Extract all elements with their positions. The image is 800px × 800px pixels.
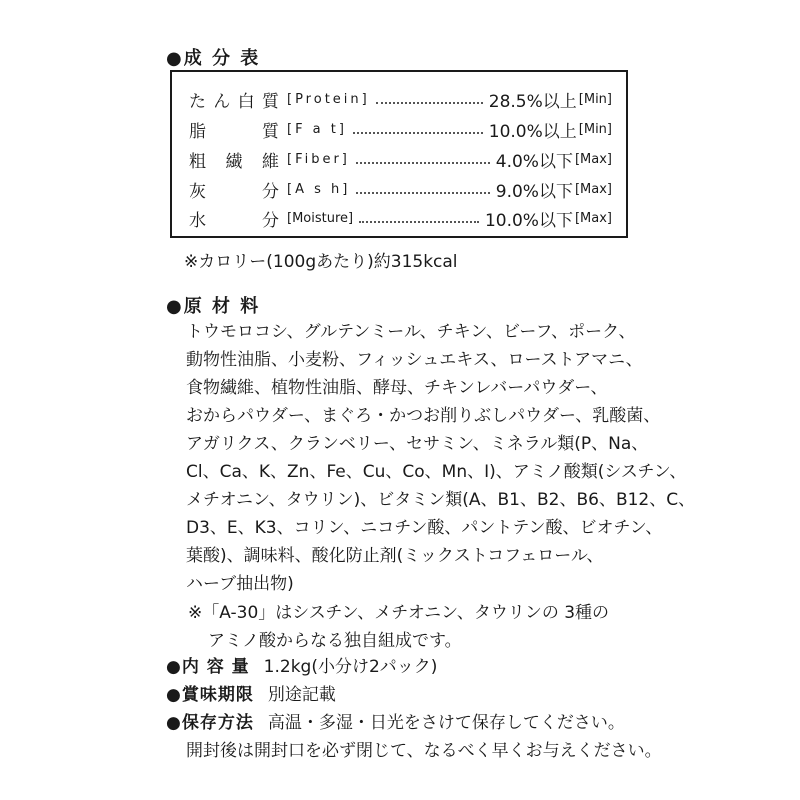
nutrition-english: [A s h] (287, 181, 351, 197)
nutrition-value: 28.5%以上 (488, 91, 577, 112)
nutrition-table (170, 70, 628, 238)
dot-leader (376, 100, 483, 104)
nutrition-label: 灰 分 (189, 181, 279, 202)
storage-line2: 開封後は開封口を必ず閉じて、なるべく早くお与えください。 (186, 741, 662, 761)
ingredients-line: アガリクス、クランベリー、セサミン、ミネラル類(P、Na、 (186, 434, 649, 454)
nutrition-english: [Protein] (287, 91, 370, 107)
nutrition-row-fiber (189, 146, 612, 172)
nutrition-limit: [Max] (574, 181, 612, 197)
content-value: 1.2kg(小分け2パック) (263, 657, 438, 677)
ingredients-line: D3、E、K3、コリン、ニコチン酸、パントテン酸、ビオチン、 (186, 518, 663, 538)
nutrition-row-ash (189, 176, 612, 202)
nutrition-value: 10.0%以上 (488, 121, 577, 142)
storage-info (166, 708, 625, 733)
ingredients-line: Cl、Ca、K、Zn、Fe、Cu、Co、Mn、I)、アミノ酸類(シスチン、 (186, 462, 687, 482)
ingredients-heading: ●原 材 料 (166, 296, 261, 317)
nutrition-value: 9.0%以下 (495, 181, 573, 202)
ingredients-line: 食物繊維、植物性油脂、酵母、チキンレバーパウダー、 (186, 378, 608, 398)
nutrition-english: [F a t] (287, 121, 347, 137)
ingredients-line: 葉酸)、調味料、酸化防止剤(ミックストコフェロール、 (186, 546, 604, 566)
expiry-info (166, 680, 336, 705)
nutrition-value: 10.0%以下 (484, 210, 573, 231)
nutrition-english: [Fiber] (287, 151, 350, 167)
nutrition-row-moisture (189, 205, 612, 231)
nutrition-limit: [Min] (578, 121, 612, 137)
storage-value: 高温・多湿・日光をさけて保存してください。 (267, 713, 625, 733)
ingredients-line: メチオニン、タウリン)、ビタミン類(A、B1、B2、B6、B12、C、 (186, 490, 696, 510)
nutrition-limit: [Max] (574, 210, 612, 226)
content-label: ●内 容 量 (166, 657, 250, 677)
dot-leader (359, 219, 479, 223)
a30-note-line2: アミノ酸からなる独自組成です。 (208, 631, 462, 651)
nutrition-label: た ん 白 質 (189, 91, 279, 112)
ingredients-list (186, 318, 695, 598)
content-info (166, 652, 437, 677)
storage-label: ●保存方法 (166, 713, 254, 733)
nutrition-heading: ●成 分 表 (166, 48, 261, 69)
ingredients-line: トウモロコシ、グルテンミール、チキン、ビーフ、ポーク、 (186, 322, 636, 342)
nutrition-label: 粗 繊 維 (189, 151, 279, 172)
expiry-label: ●賞味期限 (166, 685, 254, 705)
nutrition-limit: [Min] (578, 91, 612, 107)
ingredients-line: おからパウダー、まぐろ・かつお削りぶしパウダー、乳酸菌、 (186, 406, 661, 426)
ingredients-line: ハーブ抽出物) (186, 574, 294, 594)
ingredients-line: 動物性油脂、小麦粉、フィッシュエキス、ローストアマニ、 (186, 350, 643, 370)
expiry-value: 別途記載 (267, 685, 336, 705)
nutrition-row-protein (189, 86, 612, 112)
nutrition-label: 脂 質 (189, 121, 279, 142)
nutrition-row-fat (189, 116, 612, 142)
dot-leader (356, 190, 489, 194)
calorie-note: ※カロリー(100gあたり)約315kcal (184, 252, 458, 272)
nutrition-label: 水 分 (189, 210, 279, 231)
nutrition-english: [Moisture] (287, 210, 354, 226)
nutrition-value: 4.0%以下 (495, 151, 573, 172)
dot-leader (356, 160, 490, 164)
dot-leader (353, 130, 483, 134)
nutrition-limit: [Max] (574, 151, 612, 167)
a30-note-line1: ※「A-30」はシスチン、メチオニン、タウリンの 3種の (188, 603, 610, 623)
